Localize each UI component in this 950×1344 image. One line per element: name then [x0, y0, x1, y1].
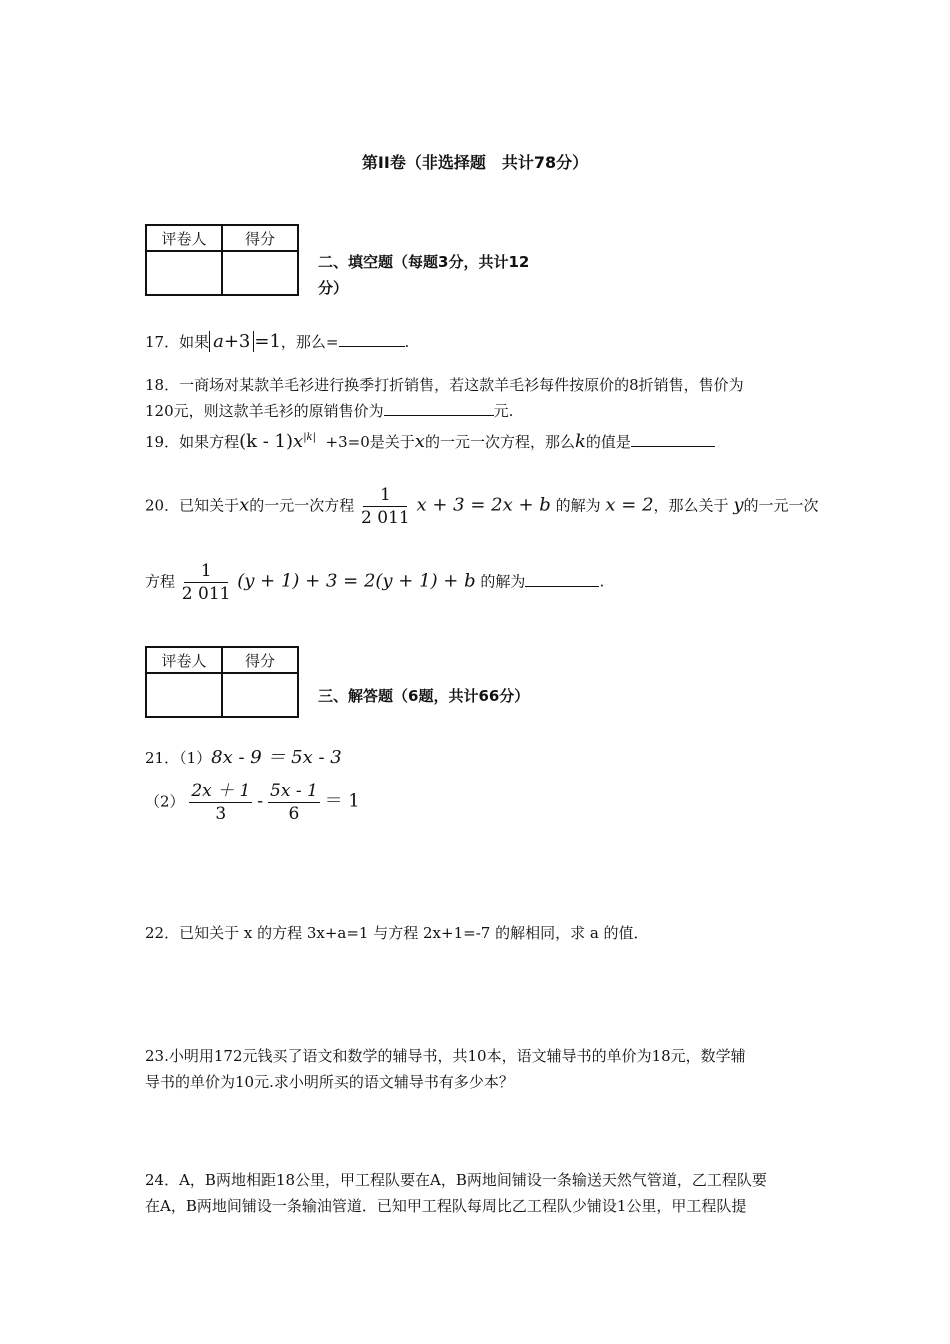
section3-heading: 三、解答题（6题，共计66分） — [318, 687, 530, 705]
question-21-part-2: （2） $\frac{2x + 1}{3}$ - $\frac{5x - 1}{6}$ ＝ 1 — [145, 781, 360, 824]
answer-blank-18 — [384, 414, 494, 416]
question-18: 18．一商场对某款羊毛衫进行换季打折销售，若这款羊毛衫每件按原价的8折销售，售价为 120元，则这款羊毛衫的原销售价为 元. — [145, 376, 744, 420]
score-header-2: 得分 — [222, 647, 298, 673]
question-23: 23.小明用172元钱买了语文和数学的辅导书，共10本，语文辅导书的单价为18元，数学辅 导书的单价为10元.求小明所买的语文辅导书有多少本？ — [145, 1047, 746, 1091]
grader-cell-2 — [146, 673, 222, 717]
score-header: 得分 — [222, 225, 298, 251]
question-19: 19．如果方程$(k - 1)x^{|k|} +3=0$是关于x的一元一次方程，那么k的值是 — [145, 425, 715, 455]
question-20-line-1: 20．已知关于x的一元一次方程 $\frac{1}{2 011}$ x + 3 = 2x + b 的解为 x = 2，那么关于 y的一元一次 — [145, 485, 819, 528]
grader-header: 评卷人 — [146, 225, 222, 251]
score-table-2 — [145, 646, 299, 718]
abs-value-expression: a+3 — [209, 331, 254, 352]
equation-19: $(k - 1)x^{|k|}$ — [239, 431, 316, 452]
section2-heading: 二、填空题（每题3分，共计12 分） — [318, 253, 530, 297]
fraction-1-over-2011: $\frac{1}{2 011}$ — [361, 485, 410, 528]
grader-header-2: 评卷人 — [146, 647, 222, 673]
score-table-1 — [145, 224, 299, 296]
section-title: 第II卷（非选择题 共计78分） — [361, 153, 589, 172]
answer-blank-20 — [525, 585, 599, 587]
question-21-part-1: 21．（1）8x - 9 ＝ 5x - 3 — [145, 747, 342, 768]
answer-blank-19 — [631, 445, 715, 447]
answer-blank-17 — [339, 345, 405, 347]
score-cell-2 — [222, 673, 298, 717]
question-17: 17．如果 a+3 =1，那么= . — [145, 331, 410, 352]
fraction-5x-minus-1-over-6: $\frac{5x - 1}{6}$ — [270, 781, 318, 824]
fraction-2x-plus-1-over-3: $\frac{2x + 1}{3}$ — [191, 781, 251, 824]
fraction-1-over-2011-b: $\frac{1}{2 011}$ — [181, 561, 231, 604]
question-24: 24．A，B两地相距18公里，甲工程队要在A，B两地间铺设一条输送天然气管道，乙工程队要 在A，B两地间铺设一条输油管道．已知甲工程队每周比乙工程队少铺设1公里，甲工程队提 — [145, 1171, 767, 1215]
question-20-line-2: 方程 $\frac{1}{2 011}$ (y + 1) + 3 = 2(y + 1) + b 的解为 . — [145, 561, 605, 604]
score-cell — [222, 251, 298, 295]
grader-cell — [146, 251, 222, 295]
question-22: 22．已知关于 x 的方程 3x+a=1 与方程 2x+1=-7 的解相同，求 a 的值． — [145, 924, 649, 942]
